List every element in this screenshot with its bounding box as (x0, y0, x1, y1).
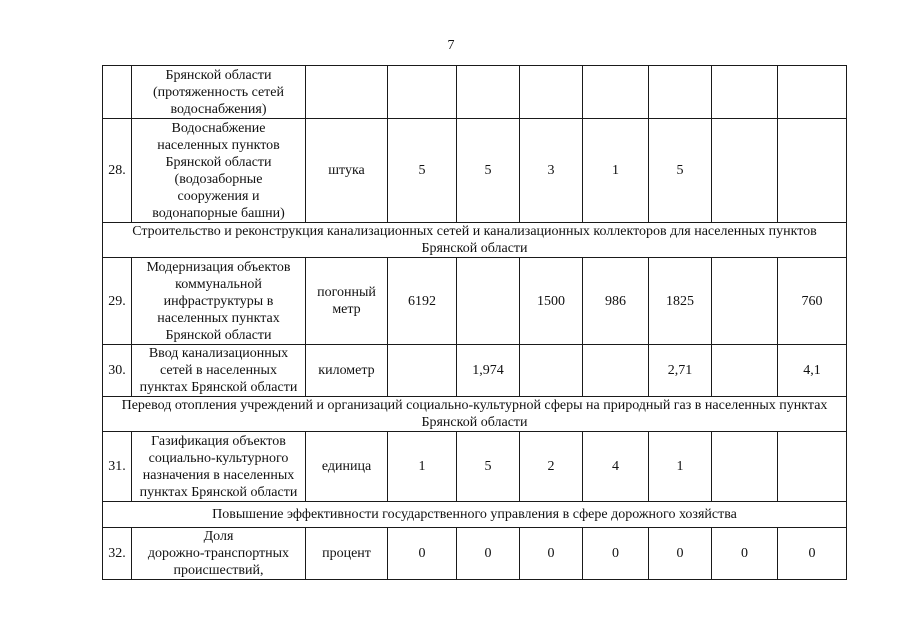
value-cell: 5 (388, 119, 457, 223)
value-cell: 5 (649, 119, 712, 223)
row-number: 31. (103, 432, 132, 502)
value-cell: 1 (649, 432, 712, 502)
indicator-name-line: (водозаборные (174, 171, 263, 187)
unit-of-measure (306, 66, 388, 119)
table-row (103, 528, 847, 580)
section-row (103, 397, 847, 432)
indicator-name (132, 66, 306, 119)
section-heading-line: Брянской области (421, 415, 528, 430)
unit-of-measure (306, 258, 388, 345)
value-cell: 1825 (649, 258, 712, 345)
section-heading (103, 223, 847, 258)
value-cell (388, 345, 457, 397)
indicator-name-line: дорожно-транспортных (147, 546, 290, 561)
indicator-name-line: населенных пунктов (157, 137, 280, 153)
indicator-name-line: Ввод канализационных (148, 346, 289, 361)
value-cell: 0 (649, 528, 712, 580)
value-cell: 0 (583, 528, 649, 580)
indicator-name-line: сооружения и (177, 188, 260, 204)
indicator-name-line: Водоснабжение (171, 120, 266, 136)
value-cell: 4 (583, 432, 649, 502)
section-heading-line: Брянской области (421, 241, 528, 256)
indicator-name (132, 119, 306, 223)
indicator-name-line: водонапорные башни) (152, 205, 285, 221)
value-cell: 5 (457, 432, 520, 502)
value-cell: 1500 (520, 258, 583, 345)
value-cell: 0 (712, 528, 778, 580)
indicator-name-line: Брянской области (165, 154, 272, 170)
section-heading-line: Строительство и реконструкция канализационных сетей и канализационных коллекторов для населенных пунктов (132, 224, 817, 239)
table-row (103, 432, 847, 502)
indicator-name-line: Доля (203, 529, 234, 544)
unit-line: процент (322, 546, 371, 561)
indicator-name-line: водоснабжения) (170, 101, 267, 117)
value-cell: 6192 (388, 258, 457, 345)
unit-of-measure (306, 345, 388, 397)
value-cell (520, 345, 583, 397)
indicator-name-line: инфраструктуры в (163, 293, 274, 309)
value-cell (583, 66, 649, 119)
value-cell: 2,71 (649, 345, 712, 397)
unit-of-measure (306, 432, 388, 502)
indicator-name-line: пунктах Брянской области (139, 380, 298, 395)
indicator-name-line: Газификация объектов (151, 433, 286, 449)
section-heading (103, 502, 847, 528)
unit-of-measure (306, 528, 388, 580)
section-row (103, 223, 847, 258)
row-number: 32. (103, 528, 132, 580)
value-cell: 0 (388, 528, 457, 580)
indicator-name (132, 345, 306, 397)
indicator-name (132, 528, 306, 580)
indicator-name-line: назначения в населенных (142, 467, 295, 483)
unit-line: погонный (317, 285, 376, 300)
unit-of-measure (306, 119, 388, 223)
unit-line: километр (318, 363, 375, 378)
value-cell (712, 432, 778, 502)
indicators-table (102, 65, 847, 580)
value-cell (712, 66, 778, 119)
table-row (103, 258, 847, 345)
row-number: 29. (103, 258, 132, 345)
indicator-name-line: (протяженность сетей (152, 84, 285, 100)
indicator-name-line: коммунальной (175, 276, 262, 292)
value-cell (520, 66, 583, 119)
value-cell: 1,974 (457, 345, 520, 397)
value-cell (388, 66, 457, 119)
value-cell: 0 (520, 528, 583, 580)
value-cell: 1 (388, 432, 457, 502)
indicator-name-line: населенных пунктах (157, 310, 280, 326)
value-cell (778, 119, 847, 223)
value-cell: 0 (778, 528, 847, 580)
indicator-name (132, 432, 306, 502)
value-cell: 4,1 (778, 345, 847, 397)
value-cell (712, 345, 778, 397)
value-cell (457, 258, 520, 345)
indicator-name-line: Брянской области (165, 327, 272, 343)
indicator-name-line: социально-культурного (148, 450, 289, 466)
indicator-name-line: Брянской области (165, 67, 272, 83)
row-number: 30. (103, 345, 132, 397)
table-row (103, 66, 847, 119)
value-cell: 986 (583, 258, 649, 345)
row-number: 28. (103, 119, 132, 223)
section-heading-line: Перевод отопления учреждений и организаций социально-культурной сферы на природный газ в населенных пунктах (121, 398, 828, 413)
value-cell: 1 (583, 119, 649, 223)
section-heading-line: Повышение эффективности государственного управления в сфере дорожного хозяйства (212, 507, 737, 522)
value-cell: 5 (457, 119, 520, 223)
value-cell (457, 66, 520, 119)
value-cell (778, 66, 847, 119)
indicator-name-line: Модернизация объектов (146, 259, 291, 275)
section-heading (103, 397, 847, 432)
table-row (103, 345, 847, 397)
row-number (103, 66, 132, 119)
value-cell: 0 (457, 528, 520, 580)
indicator-name-line: пунктах Брянской области (139, 484, 298, 500)
value-cell: 3 (520, 119, 583, 223)
value-cell: 760 (778, 258, 847, 345)
value-cell (778, 432, 847, 502)
indicator-name-line: сетей в населенных (160, 363, 277, 378)
value-cell (712, 258, 778, 345)
section-row (103, 502, 847, 528)
value-cell (712, 119, 778, 223)
value-cell (583, 345, 649, 397)
table-row (103, 119, 847, 223)
value-cell (649, 66, 712, 119)
page-number: 7 (447, 38, 455, 53)
indicator-name-line: происшествий, (173, 563, 264, 578)
indicator-name (132, 258, 306, 345)
unit-line: единица (321, 459, 372, 474)
unit-line: штука (328, 163, 365, 178)
value-cell: 2 (520, 432, 583, 502)
unit-line: метр (332, 302, 361, 317)
